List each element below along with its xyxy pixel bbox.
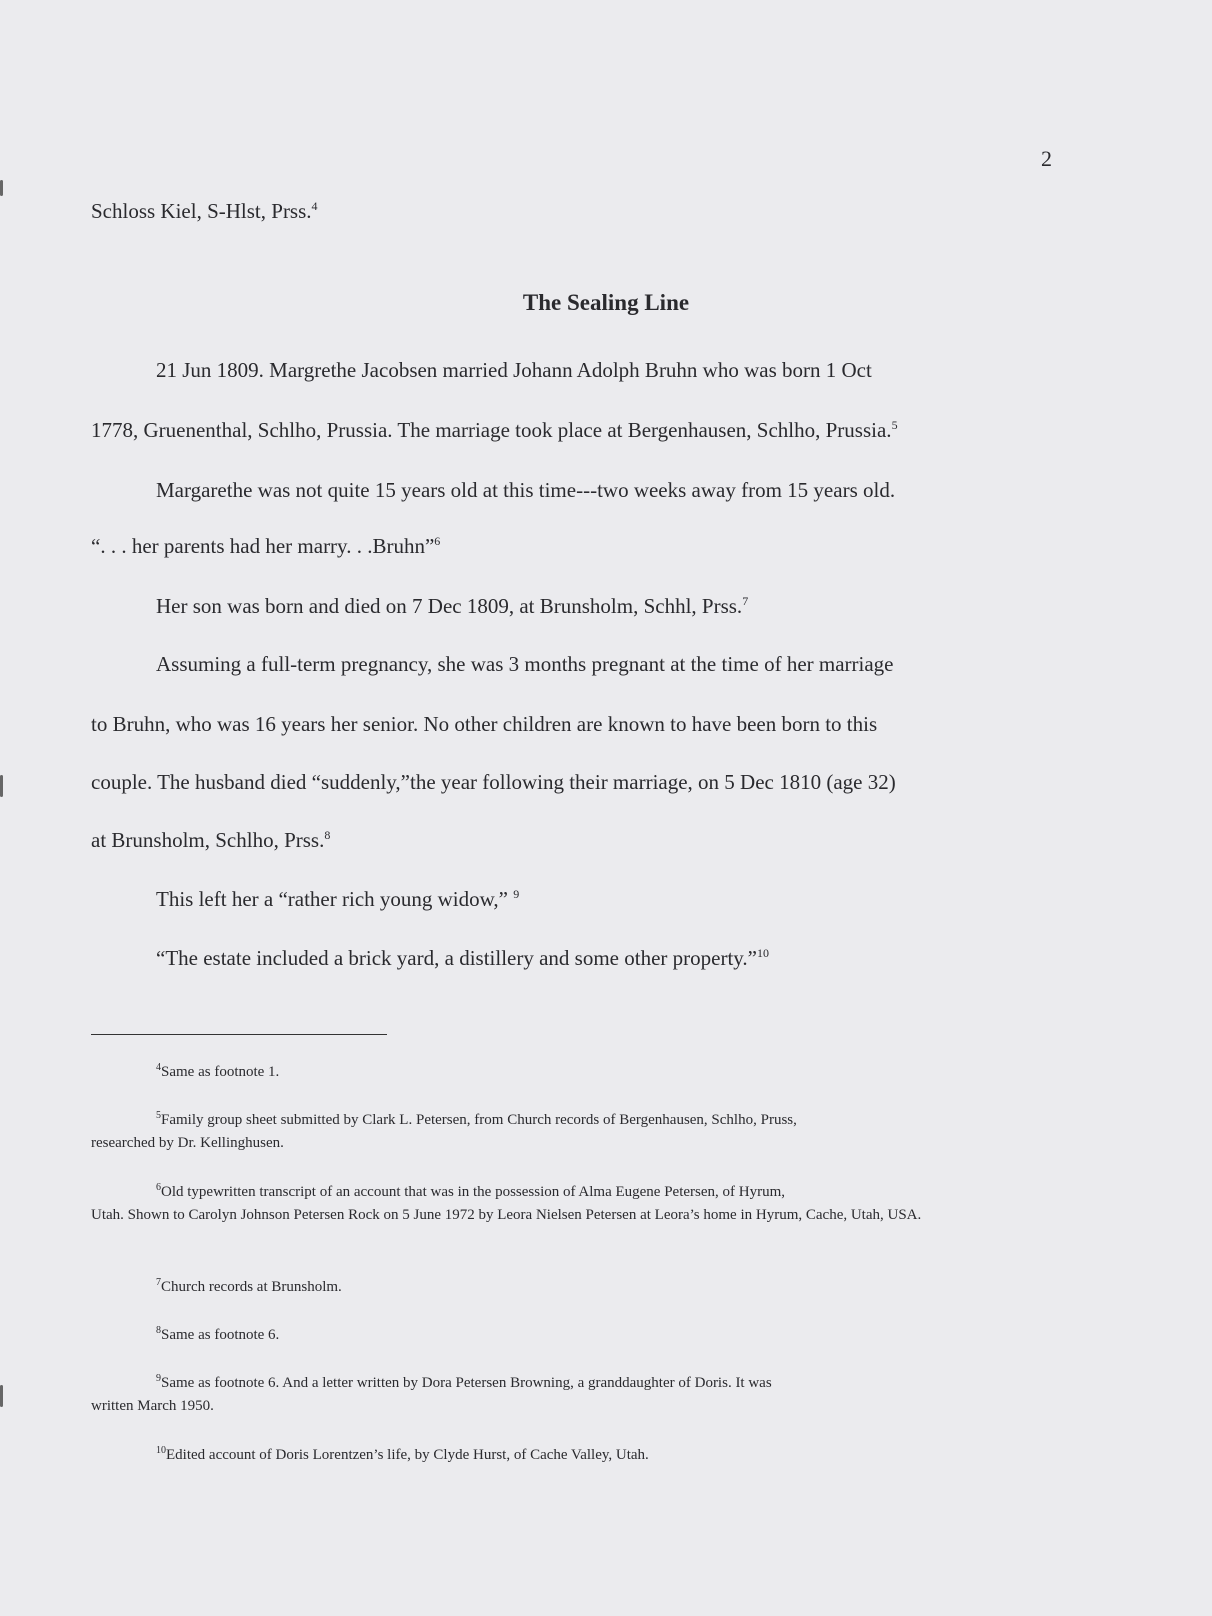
body-line: Margarethe was not quite 15 years old at this time---two weeks away from 15 years old.: [156, 478, 896, 502]
footnote: $^5$Family group sheet submitted by Clark L. Petersen, from Church records of Bergenhausen, Schlho, Pruss, researched by Dr. Kellinghusen.: [91, 1110, 797, 1151]
body-line: Assuming a full-term pregnancy, she was 3 months pregnant at the time of her marriage: [156, 652, 894, 676]
scan-edge-mark: [0, 775, 3, 797]
footnote: $^8$Same as footnote 6.: [156, 1325, 280, 1343]
body-line: 21 Jun 1809. Margrethe Jacobsen married Johann Adolph Bruhn who was born 1 Oct: [156, 358, 872, 382]
scan-edge-mark: [0, 180, 3, 196]
scan-edge-mark: [0, 1385, 3, 1407]
footnote-separator: [91, 1034, 387, 1035]
body-line: couple. The husband died “suddenly,”the year following their marriage, on 5 Dec 1810 (age 32): [91, 770, 896, 794]
body-line: 1778, Gruenenthal, Schlho, Prussia. The marriage took place at Bergenhausen, Schlho, Prussia.$^5$: [91, 418, 898, 442]
body-line: “The estate included a brick yard, a distillery and some other property.”$^{10}$: [156, 946, 769, 970]
footnote: $^{10}$Edited account of Doris Lorentzen’s life, by Clyde Hurst, of Cache Valley, Utah.: [156, 1445, 649, 1463]
header-line: Schloss Kiel, S-Hlst, Prss.$^4$: [91, 199, 318, 223]
page-number: 2: [1041, 146, 1052, 171]
body-line: This left her a “rather rich young widow,” $^9$: [156, 887, 520, 911]
footnote: $^4$Same as footnote 1.: [156, 1062, 280, 1080]
body-line: to Bruhn, who was 16 years her senior. No other children are known to have been born to this: [91, 712, 878, 736]
body-line: Her son was born and died on 7 Dec 1809, at Brunsholm, Schhl, Prss.$^7$: [156, 594, 749, 618]
footnote: $^6$Old typewritten transcript of an account that was in the possession of Alma Eugene Petersen, of Hyrum, Utah. Shown to Carolyn Johnson Petersen Rock on 5 June 1972 by Leora Nielsen Petersen at Leora’s home in Hyrum, Cache, Utah, USA.: [91, 1182, 922, 1223]
footnote: $^7$Church records at Brunsholm.: [156, 1277, 342, 1295]
body-line: “. . . her parents had her marry. . .Bruhn”$^6$: [91, 534, 441, 558]
section-title: The Sealing Line: [522, 290, 690, 315]
body-line: at Brunsholm, Schlho, Prss.$^8$: [91, 828, 331, 852]
footnote: $^9$Same as footnote 6. And a letter written by Dora Petersen Browning, a granddaughter of Doris. It was written March 1950.: [91, 1373, 772, 1414]
